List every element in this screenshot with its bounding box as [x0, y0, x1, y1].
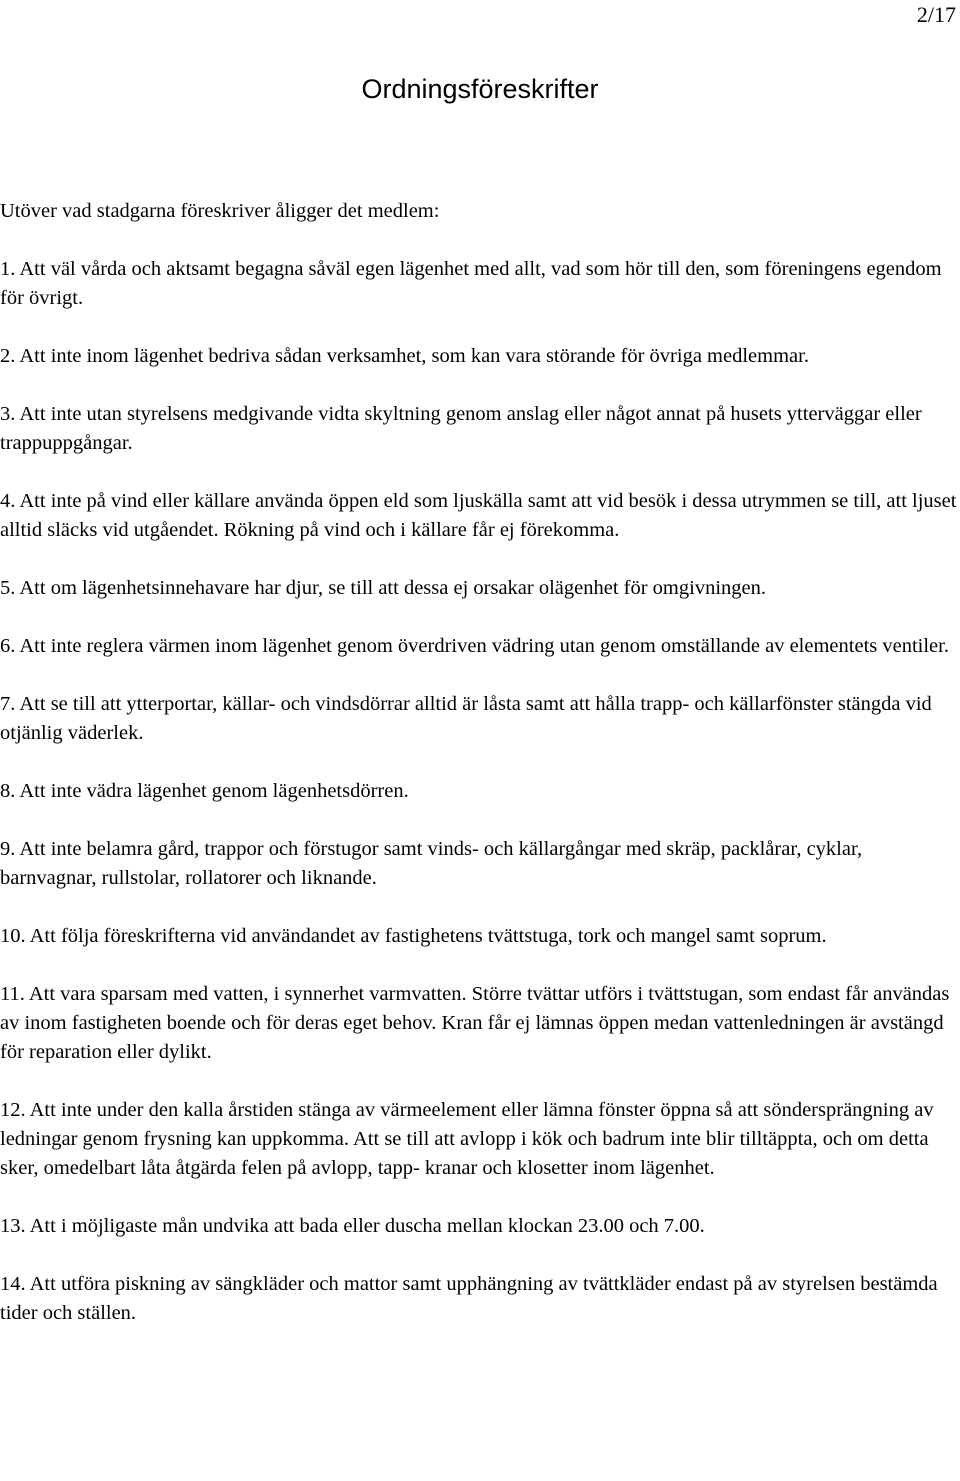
rule-item-5: 5. Att om lägenhetsinnehavare har djur, se till att dessa ej orsakar olägenhet för omgivningen. [0, 577, 766, 599]
rule-item-3: 3. Att inte utan styrelsens medgivande vidta skyltning genom anslag eller något annat på husets ytterväggar eller trappuppgångar. [0, 403, 922, 454]
intro-paragraph: Utöver vad stadgarna föreskriver åligger det medlem: [0, 200, 440, 222]
rule-item-7: 7. Att se till att ytterportar, källar- och vindsdörrar alltid är låsta samt att hålla trapp- och källarfönster stängda vid otjänlig väderlek. [0, 693, 932, 744]
rule-item-12: 12. Att inte under den kalla årstiden stänga av värmeelement eller lämna fönster öppna så att söndersprängning av ledningar genom frysning kan uppkomma. Att se till att avlopp i kök och badrum inte blir tilltäppta, och om detta sker, omedelbart låta åtgärda felen på avlopp, tapp- kranar och klosetter inom lägenhet. [0, 1099, 934, 1179]
rule-item-8: 8. Att inte vädra lägenhet genom lägenhetsdörren. [0, 780, 409, 802]
rule-item-14: 14. Att utföra piskning av sängkläder och mattor samt upphängning av tvättkläder endast på av styrelsen bestämda tider och ställen. [0, 1273, 938, 1324]
rule-item-2: 2. Att inte inom lägenhet bedriva sådan verksamhet, som kan vara störande för övriga medlemmar. [0, 345, 809, 367]
rule-item-9: 9. Att inte belamra gård, trappor och förstugor samt vinds- och källargångar med skräp, packlårar, cyklar, barnvagnar, rullstolar, rollatorer och liknande. [0, 838, 863, 889]
rule-item-4: 4. Att inte på vind eller källare använda öppen eld som ljuskälla samt att vid besök i dessa utrymmen se till, att ljuset alltid släcks vid utgåendet. Rökning på vind och i källare får ej förekomma. [0, 490, 957, 541]
rule-item-1: 1. Att väl vårda och aktsamt begagna såväl egen lägenhet med allt, vad som hör till den, som föreningens egendom för övrigt. [0, 258, 942, 309]
document-body [0, 197, 958, 1357]
page-number: 2/17 [916, 2, 956, 27]
rule-item-6: 6. Att inte reglera värmen inom lägenhet genom överdriven vädring utan genom omställande av elementets ventiler. [0, 635, 949, 657]
rule-item-11: 11. Att vara sparsam med vatten, i synnerhet varmvatten. Större tvättar utförs i tvättstugan, som endast får användas av inom fastigheten boende och för deras eget behov. Kran får ej lämnas öppen medan vattenledningen är avstängd för reparation eller dylikt. [0, 983, 950, 1063]
document-title: Ordningsföreskrifter [361, 74, 599, 104]
rule-item-10: 10. Att följa föreskrifterna vid användandet av fastighetens tvättstuga, tork och mangel samt soprum. [0, 925, 827, 947]
rule-item-13: 13. Att i möjligaste mån undvika att bada eller duscha mellan klockan 23.00 och 7.00. [0, 1215, 705, 1237]
